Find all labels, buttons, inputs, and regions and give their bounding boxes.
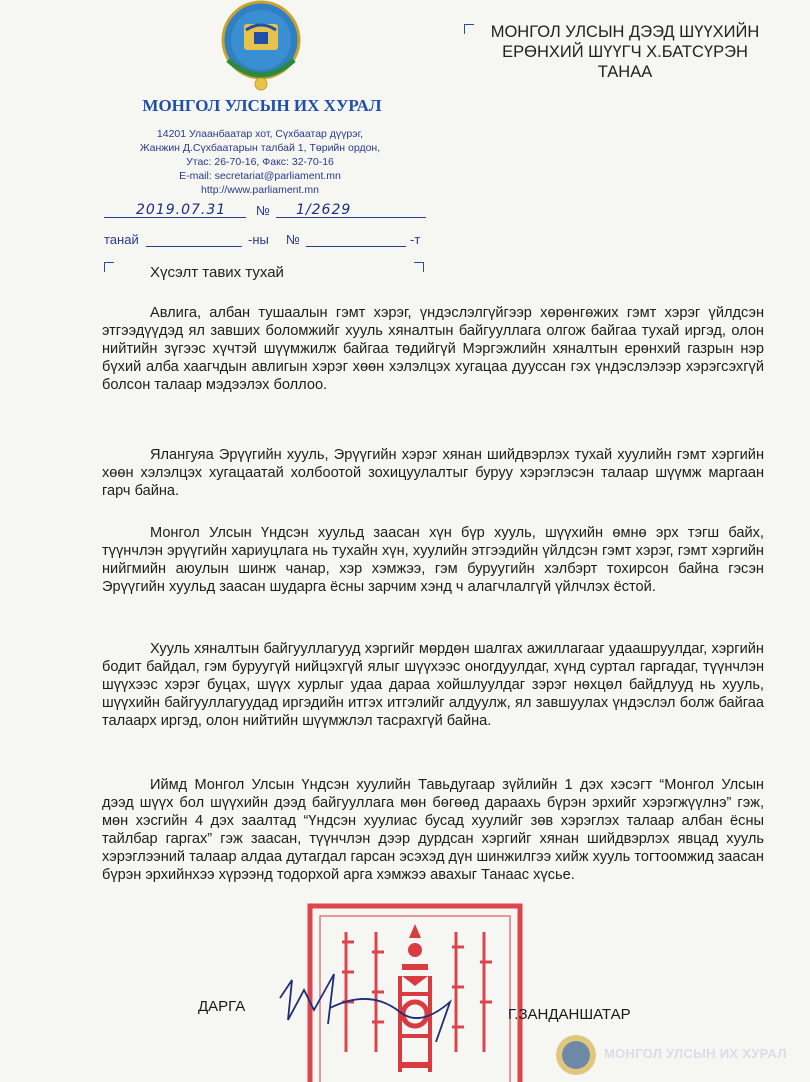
address-line: Жанжин Д.Сүхбаатарын талбай 1, Төрийн ордон, xyxy=(139,142,381,154)
corner-mark xyxy=(414,262,424,272)
recipient-line: ЕРӨНХИЙ ШҮҮГЧ Х.БАТСҮРЭН xyxy=(502,43,748,61)
no-label: № xyxy=(286,232,300,247)
signer-title: ДАРГА xyxy=(198,998,246,1015)
recipient-line: МОНГОЛ УЛСЫН ДЭЭД ШҮҮХИЙН xyxy=(490,23,760,41)
recipient-block xyxy=(460,22,790,82)
your-number-line xyxy=(306,229,406,247)
number-value: 1/2629 xyxy=(296,202,352,218)
website-line: http://www.parliament.mn xyxy=(201,184,319,196)
t-label: -т xyxy=(410,232,421,247)
watermark-text: МОНГОЛ УЛСЫН ИХ ХУРАЛ xyxy=(604,1046,787,1061)
state-emblem-icon xyxy=(218,0,304,92)
body-paragraph: Иймд Монгол Улсын Үндсэн хуулийн Тавьдугаар зүйлийн 1 дэх хэсэгт “Монгол Улсын дээд шүүх бол шүүхийн дээд байгууллага мөн бөгөөд дараахь бүрэн эрхийг хэрэгжүүлнэ” гэж, мөн хэсгийн 4 дэх заалтад “Үндсэн хуулиас бусад хуулийг зөв хэрэглэх талаар албан ёсны тайлбар гаргах” гэж заасан, түүнчлэн дээр дурдсан хэргийг хянан шийдвэрлэх явцад хууль хэрэглээний талаар алдаа дутагдал гарсан эсэхэд дүн шинжилгээ хийж хууль тогтоомжид заасан бүрэн эрхийнхээ хүрээнд тодорхой арга хэмжээ авахыг Танаас хүсье. xyxy=(102,777,764,883)
of-label: -ны xyxy=(248,232,269,247)
body-paragraph: Авлига, албан тушаалын гэмт хэрэг, үндэслэлгүйгээр хөрөнгөжих гэмт хэрэг үйлдсэн этгээдүүдэд ял завших боломжийг хууль хяналтын байгууллага олгож байгаа тухай иргэд, олон нийтийн зүгээс хүчтэй шүүмжилж байгаа төдийгүй Мэргэжлийн хяналтын ерөнхий газрын нэр бүхий алба хаагчдын авлигын хэрэг хөөн хэлэлцэх хугацаа дууссан гэх үндэслэлээр хэрэгсэхгүй болсон талаар мэдээлэх боллоо. xyxy=(102,305,764,393)
organization-name: МОНГОЛ УЛСЫН ИХ ХУРАЛ xyxy=(142,96,382,115)
number-label: № xyxy=(256,203,270,218)
signer-name: Г.ЗАНДАНШАТАР xyxy=(508,1006,631,1023)
phone-line: Утас: 26-70-16, Факс: 32-70-16 xyxy=(186,156,334,168)
date-value: 2019.07.31 xyxy=(136,202,227,218)
your-label: танай xyxy=(104,232,139,247)
email-line: E-mail: secretariat@parliament.mn xyxy=(179,170,341,182)
body-paragraph: Хууль хяналтын байгууллагууд хэргийг мөрдөн шалгах ажиллагааг удаашруулдаг, хэргийн бодит байдал, гэм буруугүй нийцэхгүй ялыг шүүхээс оногдуулдаг, хүнд суртал гаргадаг, түүнчлэн шүүхээс хэрэг буцах, шүүх хурлыг удаа дараа хойшлуулдаг зэрэг нөхцөл байдлууд нь хууль, шүүхийн байгууллагуудад иргэдийн итгэх итгэлийг алдуулж, ял завшуулах үндэслэл болж байгаа талаарх иргэд, олон нийтийн шүүмжлэл тасрахгүй байна. xyxy=(102,641,764,729)
body-paragraph: Монгол Улсын Үндсэн хуульд заасан хүн бүр хууль, шүүхийн өмнө эрх тэгш байх, түүнчлэн эрүүгийн хариуцлага нь тухайн хүн, хуулийн этгээдийн үйлдсэн гэмт хэрэг, гэмт хэргийн нийгмийн аюулын шинж чанар, хэр хэмжээ, гэм буруугийн хэлбэрт тохирсон байна гэсэн Эрүүгийн хуульд заасан шударга ёсны зарчим хэнд ч алагчлалгүй үйлчлэх ёстой. xyxy=(102,525,764,595)
subject-line: Хүсэлт тавих тухай xyxy=(150,264,284,281)
corner-mark xyxy=(104,262,114,272)
address-line: 14201 Улаанбаатар хот, Сүхбаатар дүүрэг, xyxy=(156,128,364,140)
recipient-line: ТАНАА xyxy=(597,63,653,81)
body-paragraph: Ялангуяа Эрүүгийн хууль, Эрүүгийн хэрэг хянан шийдвэрлэх тухай хуулийн гэмт хэргийн хөөн хэлэлцэх хугацаатай холбоотой зохицуулалтыг буруу хэрэглэсэн талаар шүүмж маргаан гарч байна. xyxy=(102,447,764,499)
handwritten-signature xyxy=(250,968,500,1048)
your-date-line xyxy=(146,229,242,247)
